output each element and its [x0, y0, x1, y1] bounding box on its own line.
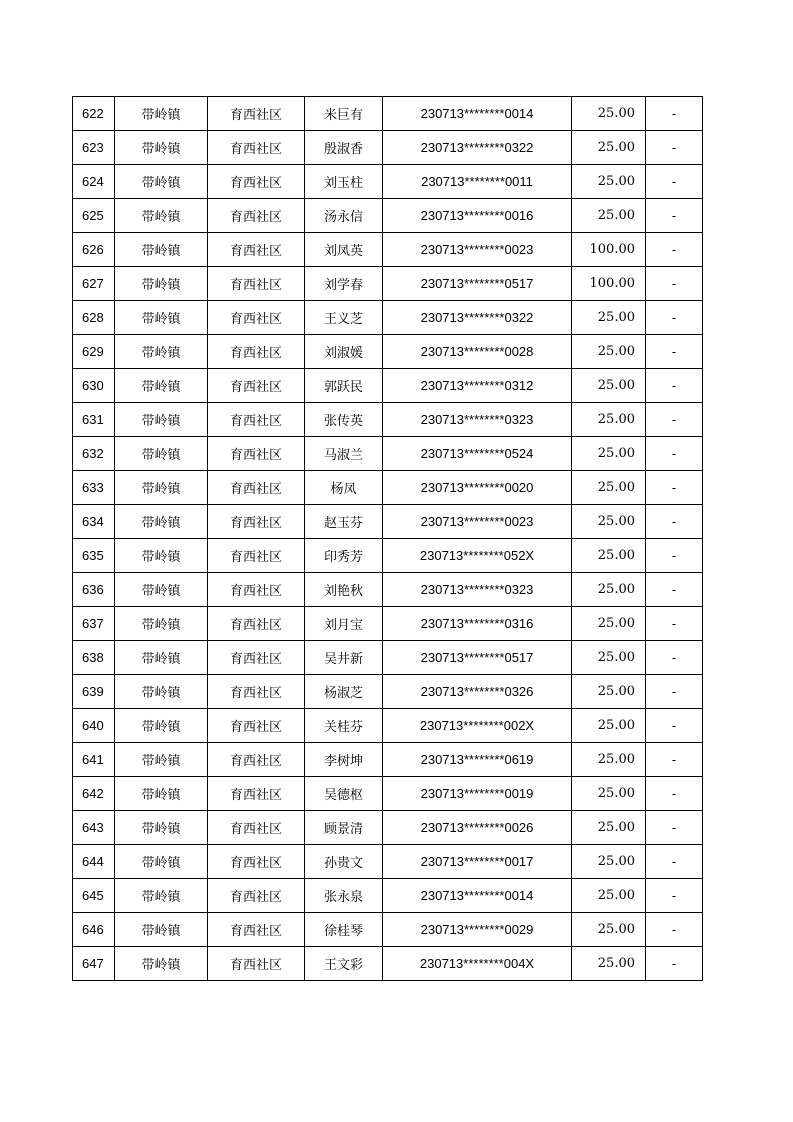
town-cell: 带岭镇 [115, 97, 208, 131]
table-row [73, 335, 703, 369]
id-number-cell: 230713********0019 [383, 777, 572, 811]
row-number-cell: 625 [73, 199, 115, 233]
name-cell: 刘玉柱 [305, 165, 383, 199]
town-cell: 带岭镇 [115, 947, 208, 981]
name-cell: 徐桂琴 [305, 913, 383, 947]
id-number-cell: 230713********0326 [383, 675, 572, 709]
community-cell: 育西社区 [208, 607, 305, 641]
name-cell: 吴德枢 [305, 777, 383, 811]
amount-cell: 25.00 [572, 641, 646, 675]
amount-cell: 25.00 [572, 471, 646, 505]
id-number-cell: 230713********0023 [383, 505, 572, 539]
remark-cell: - [646, 437, 703, 471]
community-cell: 育西社区 [208, 301, 305, 335]
remark-cell: - [646, 471, 703, 505]
remark-cell: - [646, 369, 703, 403]
community-cell: 育西社区 [208, 131, 305, 165]
town-cell: 带岭镇 [115, 267, 208, 301]
row-number-cell: 627 [73, 267, 115, 301]
remark-cell: - [646, 539, 703, 573]
name-cell: 张永泉 [305, 879, 383, 913]
amount-cell: 25.00 [572, 505, 646, 539]
amount-cell: 25.00 [572, 743, 646, 777]
community-cell: 育西社区 [208, 471, 305, 505]
id-number-cell: 230713********002X [383, 709, 572, 743]
id-number-cell: 230713********0017 [383, 845, 572, 879]
community-cell: 育西社区 [208, 165, 305, 199]
table-row [73, 505, 703, 539]
amount-cell: 25.00 [572, 199, 646, 233]
table-row [73, 403, 703, 437]
remark-cell: - [646, 233, 703, 267]
table-body [73, 97, 703, 981]
row-number-cell: 642 [73, 777, 115, 811]
remark-cell: - [646, 301, 703, 335]
row-number-cell: 635 [73, 539, 115, 573]
name-cell: 王义芝 [305, 301, 383, 335]
table-row [73, 675, 703, 709]
name-cell: 马淑兰 [305, 437, 383, 471]
table-row [73, 607, 703, 641]
id-number-cell: 230713********0028 [383, 335, 572, 369]
row-number-cell: 636 [73, 573, 115, 607]
row-number-cell: 637 [73, 607, 115, 641]
row-number-cell: 626 [73, 233, 115, 267]
name-cell: 赵玉芬 [305, 505, 383, 539]
name-cell: 郭跃民 [305, 369, 383, 403]
amount-cell: 25.00 [572, 573, 646, 607]
town-cell: 带岭镇 [115, 573, 208, 607]
id-number-cell: 230713********0323 [383, 403, 572, 437]
remark-cell: - [646, 131, 703, 165]
name-cell: 王文彩 [305, 947, 383, 981]
town-cell: 带岭镇 [115, 777, 208, 811]
remark-cell: - [646, 947, 703, 981]
name-cell: 印秀芳 [305, 539, 383, 573]
community-cell: 育西社区 [208, 845, 305, 879]
row-number-cell: 644 [73, 845, 115, 879]
amount-cell: 25.00 [572, 369, 646, 403]
town-cell: 带岭镇 [115, 505, 208, 539]
remark-cell: - [646, 709, 703, 743]
town-cell: 带岭镇 [115, 403, 208, 437]
table-row [73, 131, 703, 165]
id-number-cell: 230713********0016 [383, 199, 572, 233]
table-row [73, 233, 703, 267]
amount-cell: 25.00 [572, 437, 646, 471]
row-number-cell: 634 [73, 505, 115, 539]
name-cell: 吴井新 [305, 641, 383, 675]
row-number-cell: 640 [73, 709, 115, 743]
table-row [73, 97, 703, 131]
remark-cell: - [646, 811, 703, 845]
amount-cell: 25.00 [572, 709, 646, 743]
name-cell: 孙贵文 [305, 845, 383, 879]
id-number-cell: 230713********0619 [383, 743, 572, 777]
table-row [73, 573, 703, 607]
town-cell: 带岭镇 [115, 641, 208, 675]
community-cell: 育西社区 [208, 505, 305, 539]
table-row [73, 743, 703, 777]
table-row [73, 811, 703, 845]
town-cell: 带岭镇 [115, 845, 208, 879]
town-cell: 带岭镇 [115, 879, 208, 913]
row-number-cell: 630 [73, 369, 115, 403]
name-cell: 李树坤 [305, 743, 383, 777]
table-row [73, 777, 703, 811]
remark-cell: - [646, 165, 703, 199]
remark-cell: - [646, 573, 703, 607]
id-number-cell: 230713********0011 [383, 165, 572, 199]
name-cell: 米巨有 [305, 97, 383, 131]
town-cell: 带岭镇 [115, 675, 208, 709]
town-cell: 带岭镇 [115, 369, 208, 403]
community-cell: 育西社区 [208, 675, 305, 709]
row-number-cell: 647 [73, 947, 115, 981]
id-number-cell: 230713********0322 [383, 131, 572, 165]
remark-cell: - [646, 335, 703, 369]
town-cell: 带岭镇 [115, 233, 208, 267]
name-cell: 刘艳秋 [305, 573, 383, 607]
community-cell: 育西社区 [208, 335, 305, 369]
id-number-cell: 230713********0517 [383, 641, 572, 675]
name-cell: 刘学春 [305, 267, 383, 301]
community-cell: 育西社区 [208, 777, 305, 811]
name-cell: 顾景清 [305, 811, 383, 845]
amount-cell: 100.00 [572, 233, 646, 267]
table-row [73, 641, 703, 675]
table-row [73, 165, 703, 199]
town-cell: 带岭镇 [115, 811, 208, 845]
table-row [73, 913, 703, 947]
town-cell: 带岭镇 [115, 131, 208, 165]
subsidy-table [72, 96, 703, 981]
amount-cell: 25.00 [572, 165, 646, 199]
community-cell: 育西社区 [208, 573, 305, 607]
community-cell: 育西社区 [208, 97, 305, 131]
community-cell: 育西社区 [208, 199, 305, 233]
row-number-cell: 633 [73, 471, 115, 505]
id-number-cell: 230713********004X [383, 947, 572, 981]
id-number-cell: 230713********0524 [383, 437, 572, 471]
name-cell: 杨淑芝 [305, 675, 383, 709]
amount-cell: 25.00 [572, 675, 646, 709]
row-number-cell: 643 [73, 811, 115, 845]
row-number-cell: 631 [73, 403, 115, 437]
community-cell: 育西社区 [208, 879, 305, 913]
name-cell: 殷淑香 [305, 131, 383, 165]
name-cell: 张传英 [305, 403, 383, 437]
town-cell: 带岭镇 [115, 709, 208, 743]
amount-cell: 25.00 [572, 607, 646, 641]
town-cell: 带岭镇 [115, 335, 208, 369]
amount-cell: 25.00 [572, 777, 646, 811]
id-number-cell: 230713********0014 [383, 879, 572, 913]
amount-cell: 25.00 [572, 947, 646, 981]
id-number-cell: 230713********0517 [383, 267, 572, 301]
table-row [73, 709, 703, 743]
row-number-cell: 639 [73, 675, 115, 709]
amount-cell: 25.00 [572, 879, 646, 913]
id-number-cell: 230713********0020 [383, 471, 572, 505]
table-row [73, 845, 703, 879]
name-cell: 汤永信 [305, 199, 383, 233]
remark-cell: - [646, 777, 703, 811]
row-number-cell: 645 [73, 879, 115, 913]
name-cell: 刘凤英 [305, 233, 383, 267]
row-number-cell: 628 [73, 301, 115, 335]
amount-cell: 25.00 [572, 403, 646, 437]
table-row [73, 301, 703, 335]
community-cell: 育西社区 [208, 233, 305, 267]
town-cell: 带岭镇 [115, 437, 208, 471]
id-number-cell: 230713********0323 [383, 573, 572, 607]
amount-cell: 25.00 [572, 335, 646, 369]
id-number-cell: 230713********0014 [383, 97, 572, 131]
amount-cell: 25.00 [572, 811, 646, 845]
remark-cell: - [646, 743, 703, 777]
community-cell: 育西社区 [208, 709, 305, 743]
row-number-cell: 646 [73, 913, 115, 947]
row-number-cell: 638 [73, 641, 115, 675]
table-row [73, 369, 703, 403]
name-cell: 刘淑媛 [305, 335, 383, 369]
remark-cell: - [646, 97, 703, 131]
community-cell: 育西社区 [208, 641, 305, 675]
id-number-cell: 230713********0312 [383, 369, 572, 403]
id-number-cell: 230713********0029 [383, 913, 572, 947]
remark-cell: - [646, 845, 703, 879]
community-cell: 育西社区 [208, 539, 305, 573]
amount-cell: 25.00 [572, 97, 646, 131]
name-cell: 刘月宝 [305, 607, 383, 641]
table-row [73, 879, 703, 913]
row-number-cell: 641 [73, 743, 115, 777]
town-cell: 带岭镇 [115, 165, 208, 199]
table-row [73, 947, 703, 981]
amount-cell: 100.00 [572, 267, 646, 301]
community-cell: 育西社区 [208, 743, 305, 777]
amount-cell: 25.00 [572, 301, 646, 335]
name-cell: 关桂芬 [305, 709, 383, 743]
remark-cell: - [646, 505, 703, 539]
community-cell: 育西社区 [208, 267, 305, 301]
remark-cell: - [646, 199, 703, 233]
table-row [73, 267, 703, 301]
row-number-cell: 622 [73, 97, 115, 131]
remark-cell: - [646, 607, 703, 641]
remark-cell: - [646, 675, 703, 709]
remark-cell: - [646, 267, 703, 301]
table-row [73, 471, 703, 505]
amount-cell: 25.00 [572, 913, 646, 947]
amount-cell: 25.00 [572, 131, 646, 165]
remark-cell: - [646, 403, 703, 437]
remark-cell: - [646, 913, 703, 947]
id-number-cell: 230713********0023 [383, 233, 572, 267]
row-number-cell: 632 [73, 437, 115, 471]
id-number-cell: 230713********0316 [383, 607, 572, 641]
community-cell: 育西社区 [208, 811, 305, 845]
remark-cell: - [646, 641, 703, 675]
row-number-cell: 629 [73, 335, 115, 369]
name-cell: 杨凤 [305, 471, 383, 505]
town-cell: 带岭镇 [115, 743, 208, 777]
id-number-cell: 230713********0322 [383, 301, 572, 335]
row-number-cell: 623 [73, 131, 115, 165]
community-cell: 育西社区 [208, 403, 305, 437]
community-cell: 育西社区 [208, 947, 305, 981]
row-number-cell: 624 [73, 165, 115, 199]
table-row [73, 539, 703, 573]
community-cell: 育西社区 [208, 369, 305, 403]
table-row [73, 199, 703, 233]
community-cell: 育西社区 [208, 913, 305, 947]
town-cell: 带岭镇 [115, 607, 208, 641]
community-cell: 育西社区 [208, 437, 305, 471]
amount-cell: 25.00 [572, 845, 646, 879]
town-cell: 带岭镇 [115, 471, 208, 505]
town-cell: 带岭镇 [115, 199, 208, 233]
remark-cell: - [646, 879, 703, 913]
id-number-cell: 230713********052X [383, 539, 572, 573]
id-number-cell: 230713********0026 [383, 811, 572, 845]
town-cell: 带岭镇 [115, 913, 208, 947]
town-cell: 带岭镇 [115, 539, 208, 573]
amount-cell: 25.00 [572, 539, 646, 573]
town-cell: 带岭镇 [115, 301, 208, 335]
table-row [73, 437, 703, 471]
